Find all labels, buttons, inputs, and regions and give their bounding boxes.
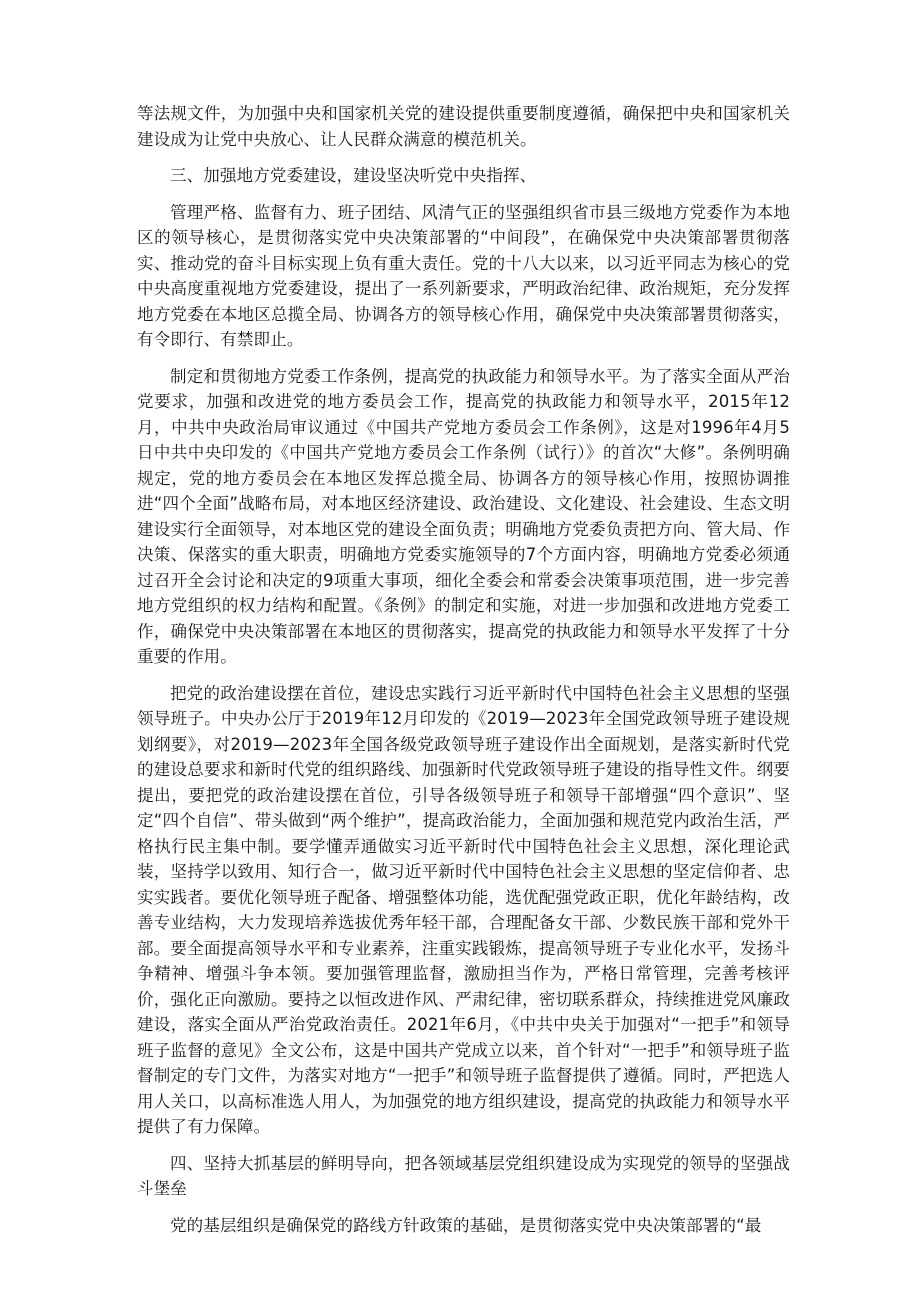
- section-heading-four: 四、坚持大抓基层的鲜明导向，把各领域基层党组织建设成为实现党的领导的坚强战斗堡垒: [137, 1153, 790, 1198]
- section-heading-three: 三、加强地方党委建设，建设坚决听党中央指挥、: [170, 166, 537, 185]
- paragraph-political-building: 把党的政治建设摆在首位，建设忠实践行习近平新时代中国特色社会主义思想的坚强领导班子。中央办公厅于2019年12月印发的《2019—2023年全国党政领导班子建设规划纲要》，对2019—2023年全国各级党政领导班子建设作出全面规划，是落实新时代党的建设总要求和新时代党的组织路线、加强新时代党政领导班子建设的指导性文件。纲要提出，要把党的政治建设摆在首位，引导各级领导班子和领导干部增强“四个意识”、坚定“四个自信”、带头做到“两个维护”，提高政治能力，全面加强和规范党内政治生活，严格执行民主集中制。要学懂弄通做实习近平新时代中国特色社会主义思想，深化理论武装，坚持学以致用、知行合一，做习近平新时代中国特色社会主义思想的坚定信仰者、忠实实践者。要优化领导班子配备、增强整体功能，选优配强党政正职，优化年龄结构，改善专业结构，大力发现培养选拔优秀年轻干部，合理配备女干部、少数民族干部和党外干部。要全面提高领导水平和专业素养，注重实践锻炼，提高领导班子专业化水平，发扬斗争精神、增强斗争本领。要加强管理监督，激励担当作为，严格日常管理，完善考核评价，强化正向激励。要持之以恒改进作风、严肃纪律，密切联系群众，持续推进党风廉政建设，落实全面从严治党政治责任。2021年6月，《中共中央关于加强对“一把手”和领导班子监督的意见》全文公布，这是中国共产党成立以来，首个针对“一把手”和领导班子监督制定的专门文件，为落实对地方“一把手”和领导班子监督提供了遵循。同时，严把选人用人关口，以高标准选人用人，为加强党的地方组织建设，提高党的执政能力和领导水平提供了有力保障。: [137, 683, 790, 1136]
- paragraph-continued: 等法规文件，为加强中央和国家机关党的建设提供重要制度遵循，确保把中央和国家机关建设成为让党中央放心、让人民群众满意的模范机关。: [137, 104, 790, 149]
- paragraph-local-party-committee: 管理严格、监督有力、班子团结、风清气正的坚强组织省市县三级地方党委作为本地区的领导核心，是贯彻落实党中央决策部署的“中间段”，在确保党中央决策部署贯彻落实、推动党的奋斗目标实现上负有重大责任。党的十八大以来，以习近平同志为核心的党中央高度重视地方党委建设，提出了一系列新要求，严明政治纪律、政治规矩，充分发挥地方党委在本地区总揽全局、协调各方的领导核心作用，确保党中央决策部署贯彻落实，有令即行、有禁即止。: [137, 202, 790, 349]
- document-body: [137, 101, 790, 1238]
- paragraph-grassroots: 党的基层组织是确保党的路线方针政策的基础，是贯彻落实党中央决策部署的“最: [170, 1215, 762, 1235]
- paragraph-work-regulations: 制定和贯彻地方党委工作条例，提高党的执政能力和领导水平。为了落实全面从严治党要求，加强和改进党的地方委员会工作，提高党的执政能力和领导水平，2015年12月，中共中央政治局审议通过《中国共产党地方委员会工作条例》，这是对1996年4月5日中共中央印发的《中国共产党地方委员会工作条例（试行）》的首次“大修”。条例明确规定，党的地方委员会在本地区发挥总揽全局、协调各方的领导核心作用，按照协调推进“四个全面”战略布局，对本地区经济建设、政治建设、文化建设、社会建设、生态文明建设实行全面领导，对本地区党的建设全面负责；明确地方党委负责把方向、管大局、作决策、保落实的重大职责，明确地方党委实施领导的7个方面内容，明确地方党委必须通过召开全会讨论和决定的9项重大事项，细化全委会和常委会决策事项范围，进一步完善地方党组织的权力结构和配置。《条例》的制定和实施，对进一步加强和改进地方党委工作，确保党中央决策部署在本地区的贯彻落实，提高党的执政能力和领导水平发挥了十分重要的作用。: [137, 366, 790, 666]
